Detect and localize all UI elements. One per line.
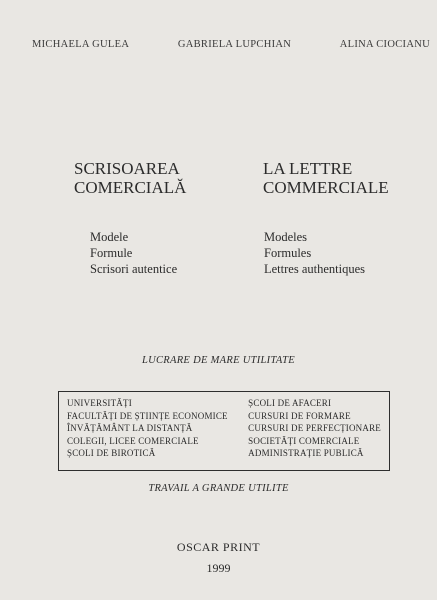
- audience-item: ÎNVĂȚĂMÂNT LA DISTANȚĂ: [67, 423, 193, 433]
- title-french: [263, 159, 389, 197]
- contents-romanian: [90, 229, 177, 277]
- subtitle-french: TRAVAIL A GRANDE UTILITE: [148, 483, 289, 494]
- contents-ro-item: Formule: [90, 246, 133, 260]
- title-ro-line-1: SCRISOAREA: [74, 159, 180, 178]
- audience-item: ȘCOLI DE AFACERI: [248, 398, 332, 408]
- title-fr-line-1: LA LETTRE: [263, 159, 353, 178]
- audience-left-column: [67, 397, 228, 465]
- audience-item: ȘCOLI DE BIROTICĂ: [67, 448, 156, 458]
- contents-fr-item: Formules: [264, 246, 312, 260]
- contents-ro-item: Modele: [90, 230, 129, 244]
- contents-fr-item: Lettres authentiques: [264, 262, 366, 276]
- audience-item: CURSURI DE PERFECȚIONARE: [248, 423, 381, 433]
- audience-item: COLEGII, LICEE COMERCIALE: [67, 435, 199, 446]
- publisher-name: OSCAR PRINT: [176, 540, 261, 554]
- title-fr-line-2: COMMERCIALE: [263, 178, 389, 197]
- audience-item: ADMINISTRAȚIE PUBLICĂ: [248, 448, 364, 458]
- audience-item: SOCIETĂȚI COMERCIALE: [248, 435, 360, 446]
- audience-item: CURSURI DE FORMARE: [248, 410, 351, 421]
- contents-ro-item: Scrisori autentice: [90, 262, 178, 276]
- audience-item: UNIVERSITĂȚI: [67, 398, 132, 408]
- contents-french: [264, 229, 365, 277]
- audience-box: [58, 391, 390, 471]
- title-romanian: [74, 159, 186, 197]
- publication-year: 1999: [206, 561, 231, 575]
- subtitle-romanian: LUCRARE DE MARE UTILITATE: [141, 355, 296, 366]
- author-3: ALINA CIOCIANU: [339, 39, 430, 50]
- audience-item: FACULTĂȚI DE ȘTIINȚE ECONOMICE: [67, 410, 228, 421]
- authors-line: [32, 39, 430, 50]
- author-1: MICHAELA GULEA: [32, 39, 130, 50]
- author-2: GABRIELA LUPCHIAN: [177, 39, 292, 50]
- audience-right-column: [248, 397, 381, 465]
- title-ro-line-2: COMERCIALĂ: [74, 178, 187, 197]
- contents-fr-item: Modeles: [264, 230, 308, 244]
